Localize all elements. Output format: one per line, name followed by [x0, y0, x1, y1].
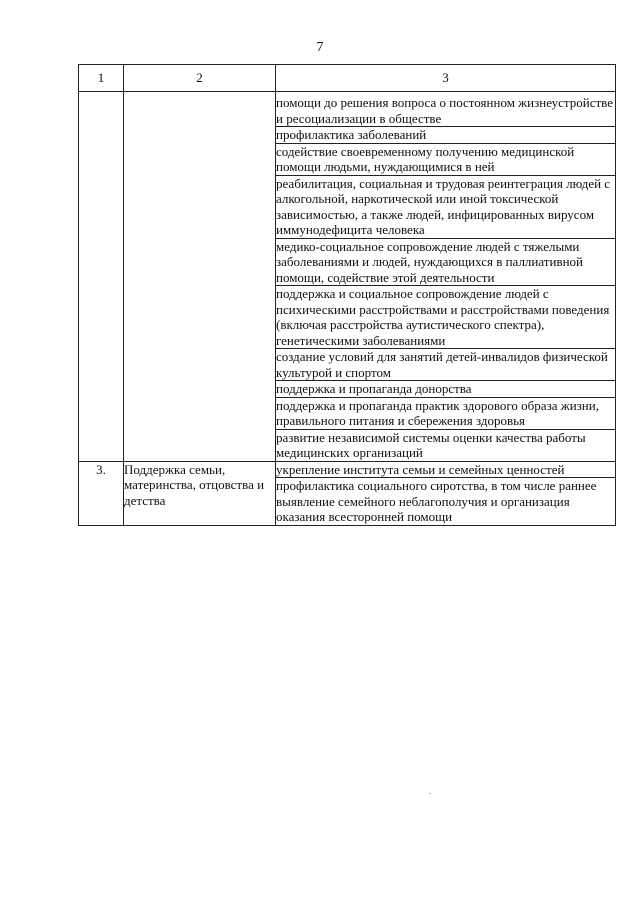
continuation-title-cell [124, 92, 276, 462]
section-number: 3. [79, 461, 124, 525]
activity-item: поддержка и пропаганда практик здорового образа жизни, правильного питания и сбережения здоровья [276, 397, 616, 429]
table-header-row [79, 65, 616, 92]
activity-item: помощи до решения вопроса о постоянном жизнеустройстве и ресоциализации в обществе [276, 92, 616, 127]
activity-item: профилактика заболеваний [276, 127, 616, 144]
activity-item: укрепление института семьи и семейных ценностей [276, 461, 616, 478]
section-title: Поддержка семьи, материнства, отцовства и детства [124, 461, 276, 525]
page-number: 7 [316, 40, 324, 55]
header-col-2: 2 [124, 65, 276, 92]
activity-item: создание условий для занятий детей-инвалидов физической культурой и спортом [276, 349, 616, 381]
header-col-1: 1 [79, 65, 124, 92]
activity-item: профилактика социального сиротства, в том числе раннее выявление семейного неблагополучия и организация оказания всесторонней помощи [276, 478, 616, 526]
activities-table [78, 64, 616, 526]
table-row [79, 92, 616, 127]
activity-item: реабилитация, социальная и трудовая реинтеграция людей с алкогольной, наркотической или иной токсической зависимостью, а также людей, инфицированных вирусом иммунодефицита человека [276, 175, 616, 238]
continuation-number-cell [79, 92, 124, 462]
activity-item: поддержка и пропаганда донорства [276, 381, 616, 398]
table-row [79, 461, 616, 478]
header-col-3: 3 [276, 65, 616, 92]
activity-item: поддержка и социальное сопровождение людей с психическими расстройствами и расстройствами поведения (включая расстройства аутистического спектра), генетическими заболеваниями [276, 286, 616, 349]
activity-item: содействие своевременному получению медицинской помощи людьми, нуждающимися в ней [276, 143, 616, 175]
scan-speck [429, 793, 431, 794]
activity-item: медико-социальное сопровождение людей с тяжелыми заболеваниями и людей, нуждающихся в паллиативной помощи, содействие этой деятельности [276, 238, 616, 286]
activity-item: развитие независимой системы оценки качества работы медицинских организаций [276, 429, 616, 461]
